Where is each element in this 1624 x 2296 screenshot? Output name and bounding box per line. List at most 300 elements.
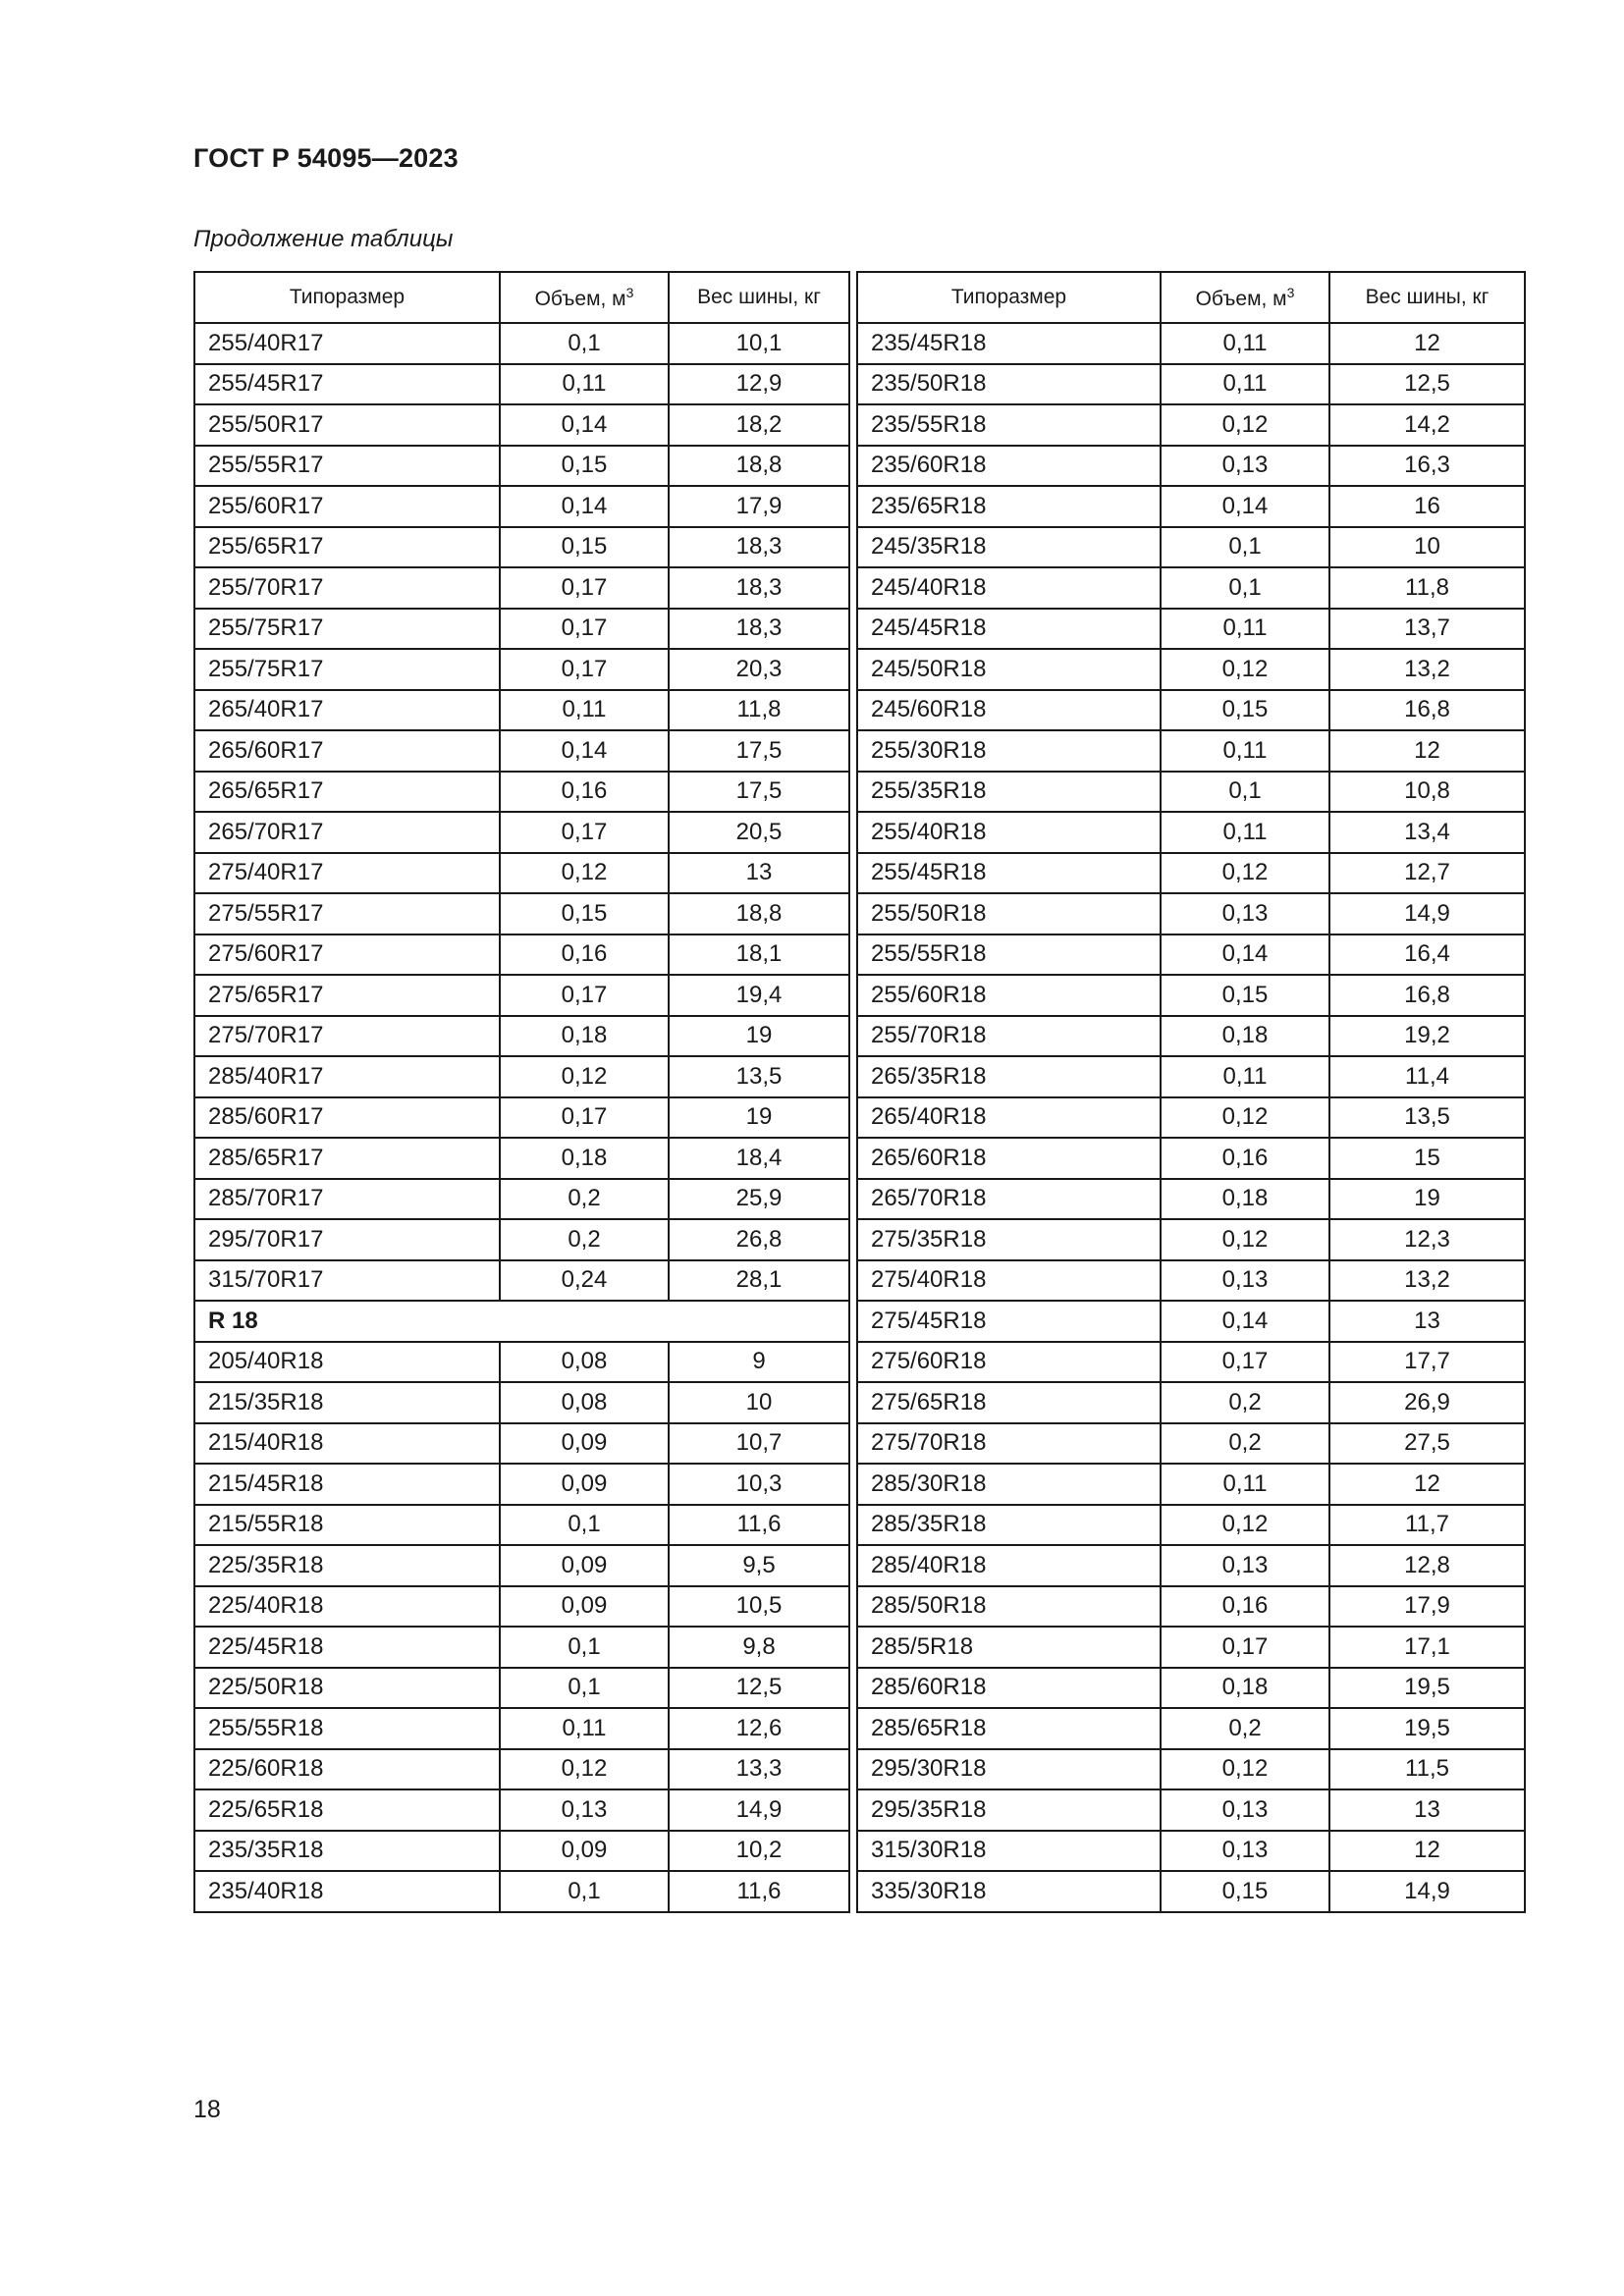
weight-cell: 12 bbox=[1329, 730, 1525, 772]
size-cell: 255/70R18 bbox=[857, 1016, 1161, 1057]
table-row bbox=[194, 1342, 849, 1383]
size-cell: 315/70R17 bbox=[194, 1260, 500, 1302]
table-row bbox=[857, 1219, 1525, 1260]
volume-cell: 0,15 bbox=[500, 527, 669, 568]
size-cell: 255/35R18 bbox=[857, 772, 1161, 813]
volume-cell: 0,13 bbox=[1161, 1831, 1329, 1872]
column-header-volume bbox=[500, 272, 669, 323]
size-cell: 285/40R18 bbox=[857, 1545, 1161, 1586]
weight-cell: 14,9 bbox=[1329, 893, 1525, 934]
weight-cell: 13,4 bbox=[1329, 812, 1525, 853]
table-row bbox=[857, 1464, 1525, 1505]
weight-cell: 13,5 bbox=[669, 1056, 849, 1097]
volume-cell: 0,14 bbox=[1161, 486, 1329, 527]
size-cell: 235/65R18 bbox=[857, 486, 1161, 527]
weight-cell: 12 bbox=[1329, 1464, 1525, 1505]
size-cell: 275/40R18 bbox=[857, 1260, 1161, 1302]
volume-cell: 0,13 bbox=[1161, 1545, 1329, 1586]
size-cell: 235/40R18 bbox=[194, 1871, 500, 1912]
volume-cell: 0,16 bbox=[1161, 1586, 1329, 1628]
weight-cell: 12,9 bbox=[669, 364, 849, 405]
volume-cell: 0,1 bbox=[500, 323, 669, 364]
weight-cell: 10,5 bbox=[669, 1586, 849, 1628]
table-row bbox=[857, 1831, 1525, 1872]
volume-cell: 0,14 bbox=[1161, 1301, 1329, 1342]
table-row bbox=[857, 1871, 1525, 1912]
table-header-row bbox=[857, 272, 1525, 323]
volume-cell: 0,12 bbox=[1161, 649, 1329, 690]
weight-cell: 17,9 bbox=[669, 486, 849, 527]
table-row bbox=[857, 1423, 1525, 1465]
size-cell: 265/65R17 bbox=[194, 772, 500, 813]
size-cell: 295/30R18 bbox=[857, 1749, 1161, 1790]
weight-cell: 13 bbox=[669, 853, 849, 894]
volume-cell: 0,13 bbox=[500, 1789, 669, 1831]
size-cell: 265/70R18 bbox=[857, 1179, 1161, 1220]
table-row bbox=[857, 1668, 1525, 1709]
volume-cell: 0,08 bbox=[500, 1382, 669, 1423]
weight-cell: 18,8 bbox=[669, 893, 849, 934]
weight-cell: 12,5 bbox=[1329, 364, 1525, 405]
weight-cell: 17,5 bbox=[669, 772, 849, 813]
size-cell: 275/45R18 bbox=[857, 1301, 1161, 1342]
size-cell: 255/70R17 bbox=[194, 567, 500, 609]
table-row bbox=[857, 1342, 1525, 1383]
table-row bbox=[194, 649, 849, 690]
table-row bbox=[857, 649, 1525, 690]
size-cell: 285/65R18 bbox=[857, 1708, 1161, 1749]
size-cell: 275/55R17 bbox=[194, 893, 500, 934]
volume-cell: 0,12 bbox=[1161, 1505, 1329, 1546]
size-cell: 295/35R18 bbox=[857, 1789, 1161, 1831]
size-cell: 285/50R18 bbox=[857, 1586, 1161, 1628]
weight-cell: 16,3 bbox=[1329, 446, 1525, 487]
size-cell: 235/50R18 bbox=[857, 364, 1161, 405]
volume-cell: 0,15 bbox=[1161, 975, 1329, 1016]
volume-cell: 0,17 bbox=[1161, 1627, 1329, 1668]
table-row bbox=[857, 323, 1525, 364]
size-cell: 255/45R18 bbox=[857, 853, 1161, 894]
weight-cell: 19 bbox=[669, 1016, 849, 1057]
table-row bbox=[857, 772, 1525, 813]
size-cell: 285/60R17 bbox=[194, 1097, 500, 1139]
volume-cell: 0,1 bbox=[1161, 527, 1329, 568]
weight-cell: 10,3 bbox=[669, 1464, 849, 1505]
volume-cell: 0,15 bbox=[1161, 1871, 1329, 1912]
volume-cell: 0,17 bbox=[1161, 1342, 1329, 1383]
weight-cell: 12,6 bbox=[669, 1708, 849, 1749]
size-cell: 225/40R18 bbox=[194, 1586, 500, 1628]
volume-cell: 0,12 bbox=[500, 1056, 669, 1097]
table-row bbox=[194, 1219, 849, 1260]
volume-cell: 0,09 bbox=[500, 1831, 669, 1872]
volume-cell: 0,12 bbox=[500, 1749, 669, 1790]
table-row bbox=[194, 1668, 849, 1709]
weight-cell: 18,3 bbox=[669, 609, 849, 650]
size-cell: 255/60R17 bbox=[194, 486, 500, 527]
table-row bbox=[194, 893, 849, 934]
volume-cell: 0,16 bbox=[500, 772, 669, 813]
table-row bbox=[194, 446, 849, 487]
table-row bbox=[194, 1708, 849, 1749]
weight-cell: 11,5 bbox=[1329, 1749, 1525, 1790]
weight-cell: 9,5 bbox=[669, 1545, 849, 1586]
weight-cell: 14,2 bbox=[1329, 404, 1525, 446]
weight-cell: 19,5 bbox=[1329, 1668, 1525, 1709]
weight-cell: 18,8 bbox=[669, 446, 849, 487]
weight-cell: 12,8 bbox=[1329, 1545, 1525, 1586]
weight-cell: 13 bbox=[1329, 1301, 1525, 1342]
table-row bbox=[194, 934, 849, 976]
table-row bbox=[194, 1382, 849, 1423]
volume-cell: 0,2 bbox=[1161, 1382, 1329, 1423]
volume-cell: 0,16 bbox=[1161, 1138, 1329, 1179]
table-row bbox=[857, 1586, 1525, 1628]
weight-cell: 12,3 bbox=[1329, 1219, 1525, 1260]
volume-cell: 0,13 bbox=[1161, 893, 1329, 934]
table-row bbox=[857, 1627, 1525, 1668]
size-cell: 275/35R18 bbox=[857, 1219, 1161, 1260]
weight-cell: 10,7 bbox=[669, 1423, 849, 1465]
volume-cell: 0,11 bbox=[1161, 609, 1329, 650]
weight-cell: 11,7 bbox=[1329, 1505, 1525, 1546]
size-cell: 225/50R18 bbox=[194, 1668, 500, 1709]
volume-cell: 0,15 bbox=[1161, 690, 1329, 731]
table-row bbox=[194, 323, 849, 364]
size-cell: 245/35R18 bbox=[857, 527, 1161, 568]
weight-cell: 19,2 bbox=[1329, 1016, 1525, 1057]
weight-cell: 18,1 bbox=[669, 934, 849, 976]
weight-cell: 19 bbox=[669, 1097, 849, 1139]
table-row bbox=[857, 364, 1525, 405]
volume-cell: 0,18 bbox=[1161, 1016, 1329, 1057]
weight-cell: 18,4 bbox=[669, 1138, 849, 1179]
table-row bbox=[194, 975, 849, 1016]
size-cell: 275/65R17 bbox=[194, 975, 500, 1016]
column-header-size: Типоразмер bbox=[194, 272, 500, 323]
column-header-size: Типоразмер bbox=[857, 272, 1161, 323]
volume-cell: 0,1 bbox=[1161, 772, 1329, 813]
weight-cell: 17,1 bbox=[1329, 1627, 1525, 1668]
size-cell: 245/60R18 bbox=[857, 690, 1161, 731]
column-header-volume-exponent: 3 bbox=[1286, 284, 1295, 300]
volume-cell: 0,17 bbox=[500, 649, 669, 690]
size-cell: 255/65R17 bbox=[194, 527, 500, 568]
weight-cell: 16,8 bbox=[1329, 690, 1525, 731]
volume-cell: 0,17 bbox=[500, 1097, 669, 1139]
table-row bbox=[194, 1586, 849, 1628]
weight-cell: 19,5 bbox=[1329, 1708, 1525, 1749]
table-row bbox=[194, 486, 849, 527]
volume-cell: 0,12 bbox=[1161, 404, 1329, 446]
table-row bbox=[857, 893, 1525, 934]
weight-cell: 11,4 bbox=[1329, 1056, 1525, 1097]
volume-cell: 0,11 bbox=[1161, 1056, 1329, 1097]
weight-cell: 17,7 bbox=[1329, 1342, 1525, 1383]
weight-cell: 18,3 bbox=[669, 567, 849, 609]
size-cell: 225/60R18 bbox=[194, 1749, 500, 1790]
weight-cell: 26,9 bbox=[1329, 1382, 1525, 1423]
column-header-volume-label: Объем, м bbox=[534, 287, 626, 310]
weight-cell: 19,4 bbox=[669, 975, 849, 1016]
table-row bbox=[194, 404, 849, 446]
table-row bbox=[857, 527, 1525, 568]
weight-cell: 26,8 bbox=[669, 1219, 849, 1260]
size-cell: 285/35R18 bbox=[857, 1505, 1161, 1546]
table-row bbox=[857, 1260, 1525, 1302]
size-cell: 255/40R17 bbox=[194, 323, 500, 364]
size-cell: 275/60R17 bbox=[194, 934, 500, 976]
size-cell: 265/60R18 bbox=[857, 1138, 1161, 1179]
column-header-weight: Вес шины, кг bbox=[669, 272, 849, 323]
weight-cell: 12 bbox=[1329, 323, 1525, 364]
table-row bbox=[857, 1789, 1525, 1831]
size-cell: 335/30R18 bbox=[857, 1871, 1161, 1912]
table-row bbox=[857, 609, 1525, 650]
weight-cell: 17,5 bbox=[669, 730, 849, 772]
volume-cell: 0,12 bbox=[500, 853, 669, 894]
right-table-body bbox=[857, 323, 1525, 1912]
table-row bbox=[194, 1097, 849, 1139]
weight-cell: 14,9 bbox=[1329, 1871, 1525, 1912]
table-row bbox=[194, 1627, 849, 1668]
table-row bbox=[857, 1179, 1525, 1220]
size-cell: 285/30R18 bbox=[857, 1464, 1161, 1505]
table-row bbox=[194, 1016, 849, 1057]
column-header-volume bbox=[1161, 272, 1329, 323]
size-cell: 245/45R18 bbox=[857, 609, 1161, 650]
weight-cell: 12,7 bbox=[1329, 853, 1525, 894]
volume-cell: 0,12 bbox=[1161, 1097, 1329, 1139]
size-cell: 265/40R18 bbox=[857, 1097, 1161, 1139]
weight-cell: 13,2 bbox=[1329, 649, 1525, 690]
volume-cell: 0,11 bbox=[500, 690, 669, 731]
volume-cell: 0,2 bbox=[500, 1179, 669, 1220]
table-row bbox=[194, 812, 849, 853]
size-cell: 235/60R18 bbox=[857, 446, 1161, 487]
volume-cell: 0,17 bbox=[500, 812, 669, 853]
volume-cell: 0,11 bbox=[1161, 730, 1329, 772]
size-cell: 255/55R17 bbox=[194, 446, 500, 487]
table-row bbox=[194, 690, 849, 731]
table-row bbox=[857, 690, 1525, 731]
table-row bbox=[194, 1871, 849, 1912]
volume-cell: 0,12 bbox=[1161, 853, 1329, 894]
volume-cell: 0,14 bbox=[500, 404, 669, 446]
table-row bbox=[194, 853, 849, 894]
volume-cell: 0,12 bbox=[1161, 1749, 1329, 1790]
size-cell: 255/75R17 bbox=[194, 649, 500, 690]
table-row bbox=[194, 1464, 849, 1505]
left-table-body bbox=[194, 323, 849, 1912]
tire-table-left bbox=[193, 271, 850, 1913]
table-row bbox=[857, 567, 1525, 609]
size-cell: 275/70R18 bbox=[857, 1423, 1161, 1465]
size-cell: 255/55R18 bbox=[194, 1708, 500, 1749]
volume-cell: 0,18 bbox=[500, 1016, 669, 1057]
size-cell: 255/75R17 bbox=[194, 609, 500, 650]
size-cell: 265/70R17 bbox=[194, 812, 500, 853]
size-cell: 215/40R18 bbox=[194, 1423, 500, 1465]
weight-cell: 13,2 bbox=[1329, 1260, 1525, 1302]
weight-cell: 28,1 bbox=[669, 1260, 849, 1302]
volume-cell: 0,17 bbox=[500, 567, 669, 609]
table-row bbox=[857, 446, 1525, 487]
weight-cell: 13,5 bbox=[1329, 1097, 1525, 1139]
table-row bbox=[857, 1505, 1525, 1546]
table-row bbox=[194, 1545, 849, 1586]
size-cell: 275/60R18 bbox=[857, 1342, 1161, 1383]
volume-cell: 0,13 bbox=[1161, 446, 1329, 487]
page-number: 18 bbox=[193, 2096, 221, 2123]
size-cell: 285/70R17 bbox=[194, 1179, 500, 1220]
volume-cell: 0,11 bbox=[500, 1708, 669, 1749]
volume-cell: 0,14 bbox=[500, 486, 669, 527]
weight-cell: 10,8 bbox=[1329, 772, 1525, 813]
table-continuation-caption: Продолжение таблицы bbox=[193, 226, 454, 252]
section-label: R 18 bbox=[194, 1301, 849, 1342]
weight-cell: 16 bbox=[1329, 486, 1525, 527]
table-row bbox=[857, 1138, 1525, 1179]
volume-cell: 0,2 bbox=[1161, 1423, 1329, 1465]
table-row bbox=[194, 1179, 849, 1220]
size-cell: 265/60R17 bbox=[194, 730, 500, 772]
volume-cell: 0,18 bbox=[1161, 1668, 1329, 1709]
table-row bbox=[857, 1097, 1525, 1139]
table-row bbox=[857, 486, 1525, 527]
size-cell: 225/65R18 bbox=[194, 1789, 500, 1831]
size-cell: 295/70R17 bbox=[194, 1219, 500, 1260]
weight-cell: 11,6 bbox=[669, 1871, 849, 1912]
weight-cell: 12 bbox=[1329, 1831, 1525, 1872]
volume-cell: 0,2 bbox=[500, 1219, 669, 1260]
table-row bbox=[194, 1138, 849, 1179]
size-cell: 255/40R18 bbox=[857, 812, 1161, 853]
size-cell: 215/55R18 bbox=[194, 1505, 500, 1546]
table-row bbox=[194, 567, 849, 609]
table-row bbox=[857, 934, 1525, 976]
weight-cell: 14,9 bbox=[669, 1789, 849, 1831]
weight-cell: 10 bbox=[669, 1382, 849, 1423]
table-row bbox=[194, 1749, 849, 1790]
table-row bbox=[194, 1056, 849, 1097]
volume-cell: 0,11 bbox=[1161, 323, 1329, 364]
weight-cell: 18,2 bbox=[669, 404, 849, 446]
volume-cell: 0,15 bbox=[500, 893, 669, 934]
volume-cell: 0,14 bbox=[1161, 934, 1329, 976]
weight-cell: 15 bbox=[1329, 1138, 1525, 1179]
volume-cell: 0,1 bbox=[500, 1871, 669, 1912]
table-row bbox=[194, 1423, 849, 1465]
size-cell: 255/30R18 bbox=[857, 730, 1161, 772]
weight-cell: 10 bbox=[1329, 527, 1525, 568]
size-cell: 225/35R18 bbox=[194, 1545, 500, 1586]
size-cell: 275/65R18 bbox=[857, 1382, 1161, 1423]
table-row bbox=[857, 1749, 1525, 1790]
weight-cell: 18,3 bbox=[669, 527, 849, 568]
table-row bbox=[194, 1789, 849, 1831]
size-cell: 315/30R18 bbox=[857, 1831, 1161, 1872]
size-cell: 235/55R18 bbox=[857, 404, 1161, 446]
size-cell: 285/60R18 bbox=[857, 1668, 1161, 1709]
table-row bbox=[857, 1382, 1525, 1423]
weight-cell: 12,5 bbox=[669, 1668, 849, 1709]
volume-cell: 0,2 bbox=[1161, 1708, 1329, 1749]
weight-cell: 17,9 bbox=[1329, 1586, 1525, 1628]
table-row bbox=[857, 812, 1525, 853]
volume-cell: 0,16 bbox=[500, 934, 669, 976]
size-cell: 205/40R18 bbox=[194, 1342, 500, 1383]
size-cell: 265/40R17 bbox=[194, 690, 500, 731]
volume-cell: 0,17 bbox=[500, 609, 669, 650]
weight-cell: 25,9 bbox=[669, 1179, 849, 1220]
volume-cell: 0,17 bbox=[500, 975, 669, 1016]
weight-cell: 10,2 bbox=[669, 1831, 849, 1872]
weight-cell: 13,3 bbox=[669, 1749, 849, 1790]
document-header: ГОСТ Р 54095—2023 bbox=[193, 143, 459, 173]
weight-cell: 27,5 bbox=[1329, 1423, 1525, 1465]
size-cell: 265/35R18 bbox=[857, 1056, 1161, 1097]
volume-cell: 0,12 bbox=[1161, 1219, 1329, 1260]
table-row bbox=[857, 975, 1525, 1016]
volume-cell: 0,08 bbox=[500, 1342, 669, 1383]
volume-cell: 0,11 bbox=[1161, 812, 1329, 853]
weight-cell: 11,6 bbox=[669, 1505, 849, 1546]
volume-cell: 0,18 bbox=[1161, 1179, 1329, 1220]
size-cell: 225/45R18 bbox=[194, 1627, 500, 1668]
size-cell: 245/50R18 bbox=[857, 649, 1161, 690]
section-row bbox=[194, 1301, 849, 1342]
volume-cell: 0,24 bbox=[500, 1260, 669, 1302]
volume-cell: 0,09 bbox=[500, 1423, 669, 1465]
table-row bbox=[194, 609, 849, 650]
size-cell: 255/45R17 bbox=[194, 364, 500, 405]
table-row bbox=[194, 1505, 849, 1546]
table-row bbox=[194, 1831, 849, 1872]
size-cell: 275/70R17 bbox=[194, 1016, 500, 1057]
table-row bbox=[857, 1056, 1525, 1097]
table-row bbox=[857, 404, 1525, 446]
weight-cell: 20,5 bbox=[669, 812, 849, 853]
table-row bbox=[194, 527, 849, 568]
table-row bbox=[857, 1016, 1525, 1057]
volume-cell: 0,11 bbox=[1161, 364, 1329, 405]
volume-cell: 0,15 bbox=[500, 446, 669, 487]
volume-cell: 0,09 bbox=[500, 1464, 669, 1505]
tables-container bbox=[193, 271, 1522, 1913]
size-cell: 285/5R18 bbox=[857, 1627, 1161, 1668]
column-header-volume-exponent: 3 bbox=[625, 284, 634, 300]
weight-cell: 11,8 bbox=[1329, 567, 1525, 609]
table-row bbox=[857, 1301, 1525, 1342]
table-row bbox=[194, 772, 849, 813]
table-row bbox=[857, 1545, 1525, 1586]
size-cell: 285/65R17 bbox=[194, 1138, 500, 1179]
volume-cell: 0,14 bbox=[500, 730, 669, 772]
table-row bbox=[194, 364, 849, 405]
weight-cell: 13,7 bbox=[1329, 609, 1525, 650]
table-row bbox=[194, 730, 849, 772]
table-header-row bbox=[194, 272, 849, 323]
column-header-volume-label: Объем, м bbox=[1195, 287, 1287, 310]
volume-cell: 0,1 bbox=[500, 1668, 669, 1709]
weight-cell: 16,4 bbox=[1329, 934, 1525, 976]
size-cell: 255/55R18 bbox=[857, 934, 1161, 976]
size-cell: 215/35R18 bbox=[194, 1382, 500, 1423]
tire-table-right bbox=[856, 271, 1526, 1913]
volume-cell: 0,1 bbox=[1161, 567, 1329, 609]
weight-cell: 9 bbox=[669, 1342, 849, 1383]
